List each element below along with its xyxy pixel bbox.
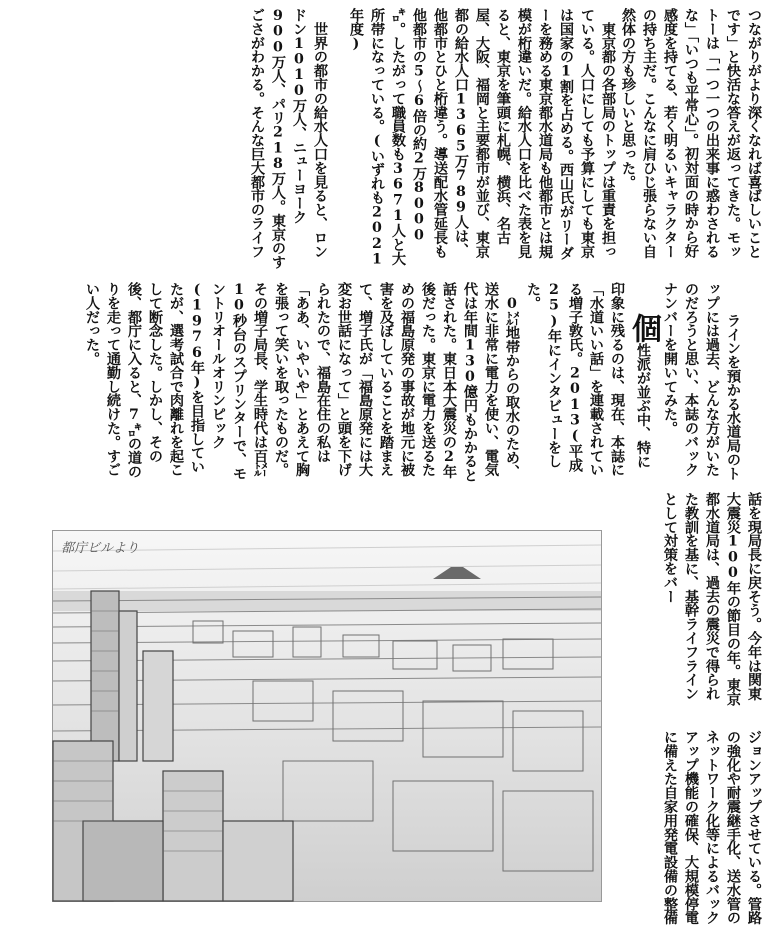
dropcap: 個 (626, 313, 661, 344)
cityscape-sketch-icon (53, 531, 601, 901)
illustration-caption: 都庁ビルより (61, 541, 140, 556)
mid-right-body: 性派が並ぶ中、特に印象に残るのは、現在、本誌に「水道いい話」を連載されている増子敦氏。2013(平成25)年にインタビューをした。 0㍍地帯からの取水のため、送水に非常に電力を使い、電気代は年間130億円もかかると話された。東日本大震災の2年後だった。東京に電力を送るための福島原発の事故が地元に被害を及ぼしていることを踏まえて、増子氏が「福島原発には大変お世話になって」と頭を下げられたので、福島在住の私は「ああ、いやいや」とあえて胸を張って笑いを取ったものだ。その増子局長、学生時代は百㍍10秒台のスプリンターで、モントリオールオリンピック(1976年)を目指していたが、選考試合で肉離れを起こして断念した。しかし、その後、都庁に入ると、7㌔の道のりを走って通勤し続けた。すごい人だった。 (84, 282, 651, 483)
text-column-top-right: つながりがより深くなれば喜ばしいことです」と快活な答えが返ってきた。モットーは「一つ一つの出来事に惑わされるな」「いつも平常心」。初対面の時から好感度を持てる、若く明るいキャラクターの持ち主だ。こんなに肩ひじ張らない自然体の方も珍しいと思った。 (620, 8, 762, 259)
mid-right-intro: ラインを預かる水道局のトップには過去、どんな方がいたのだろうと思い、本誌のバックナンバーを開いてみた。 (662, 282, 741, 481)
cityscape-illustration (52, 530, 602, 902)
text-column-bottom-right: ジョンアップさせている。管路の強化や耐震継手化、送水管のネットワーク化等によるバックアップ機能の確保、大規模停電に備えた自家用発電設備の整備 (662, 730, 762, 925)
text-column-top-left: 世界の都市の給水人口を見ると、ロンドン1010万人、ニューヨーク900万人、パリ218万人。東京のすごさがわかる。そんな巨大都市のライフ (249, 8, 328, 270)
mountain-icon (433, 567, 481, 579)
text-column-lower-right: 話を現局長に戻そう。今年は関東大震災100年の節目の年。東京都水道局は、過去の震災で得られた教訓を基に、基幹ライフラインとして対策をバー (662, 492, 762, 706)
text-column-mid-right (84, 282, 764, 483)
text-column-top-middle: 東京都の各部局のトップは重責を担っている。人口にしても予算にしても東京は国家の1割を占める。西山氏がリーダーを務める東京都水道局も他都市とは規模が桁違いだ。給水人口を比べた表を見ると、東京を筆頭に札幌、横浜、名古屋、大阪、福岡と主要都市が並び、東京都の給水人口1365万789人は、他都市とひと桁違う。導送配水管延長も他都市の5〜6倍の約2万8000㌔。したがって職員数も3671人と大所帯になっている。(いずれも2021年度) (348, 8, 616, 268)
